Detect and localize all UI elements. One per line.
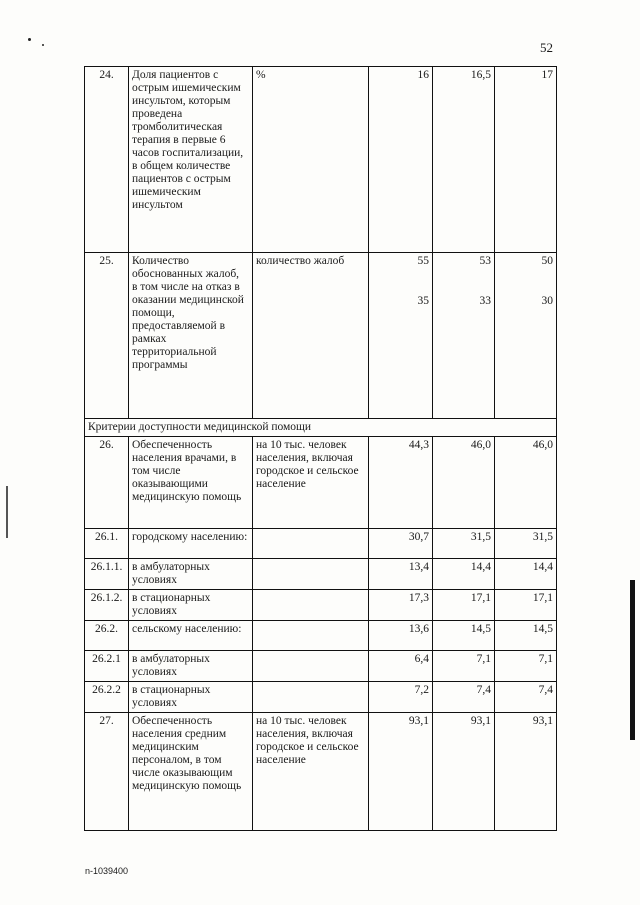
table-row — [85, 67, 557, 253]
value-2: 46,0 — [433, 437, 495, 529]
table-row — [85, 437, 557, 529]
indicator-name: Доля пациентов с острым ишемическим инсультом, которым проведена тромболитическая терапия в первые 6 часов госпитализации, в общем количестве пациентов с острым ишемическим инсультом — [129, 67, 253, 253]
value-2: 93,1 — [433, 713, 495, 831]
value-3: 46,0 — [495, 437, 557, 529]
value-3-total: 50 — [541, 255, 553, 267]
value-2: 17,1 — [433, 590, 495, 621]
value-1: 30,7 — [369, 529, 433, 559]
unit-cell — [253, 529, 369, 559]
value-2-refusal: 33 — [479, 295, 491, 307]
indicator-name: сельскому населению: — [129, 621, 253, 651]
value-3: 7,4 — [495, 682, 557, 713]
value-1: 16 — [369, 67, 433, 253]
value-2: 16,5 — [433, 67, 495, 253]
indicator-name: в амбулаторных условиях — [129, 559, 253, 590]
table-row — [85, 682, 557, 713]
value-2: 7,1 — [433, 651, 495, 682]
unit-cell — [253, 559, 369, 590]
value-3: 31,5 — [495, 529, 557, 559]
value-2: 14,4 — [433, 559, 495, 590]
indicator-name: в стационарных условиях — [129, 590, 253, 621]
row-number: 26.1.1. — [85, 559, 129, 590]
indicator-name: Обеспеченность населения средним медицинским персоналом, в том числе оказывающим медицинскую помощь — [129, 713, 253, 831]
value-1: 7,2 — [369, 682, 433, 713]
indicator-name-part-2: в том числе на отказ в оказании медицинской помощи, предоставляемой в рамках территориальной программы — [132, 281, 244, 371]
unit-cell — [253, 651, 369, 682]
value-3: 93,1 — [495, 713, 557, 831]
value-1 — [369, 253, 433, 419]
value-2-total: 53 — [479, 255, 491, 267]
indicator-name: городскому населению: — [129, 529, 253, 559]
unit-cell: количество жалоб — [253, 253, 369, 419]
unit-cell: на 10 тыс. человек населения, включая городское и сельское население — [253, 713, 369, 831]
indicator-name-part-1: Количество обоснованных жалоб, — [132, 255, 240, 280]
row-number: 26.2.2 — [85, 682, 129, 713]
table-row — [85, 253, 557, 419]
indicator-name: Обеспеченность населения врачами, в том числе оказывающими медицинскую помощь — [129, 437, 253, 529]
table-row — [85, 651, 557, 682]
indicator-name: в амбулаторных условиях — [129, 651, 253, 682]
value-3: 7,1 — [495, 651, 557, 682]
unit-cell: % — [253, 67, 369, 253]
scan-speck — [42, 44, 44, 46]
scan-artifact-right — [630, 580, 635, 740]
scan-artifact-left — [6, 486, 8, 538]
value-3 — [495, 253, 557, 419]
value-1: 93,1 — [369, 713, 433, 831]
unit-cell — [253, 621, 369, 651]
table-row — [85, 529, 557, 559]
value-1: 6,4 — [369, 651, 433, 682]
value-2: 31,5 — [433, 529, 495, 559]
table-row — [85, 621, 557, 651]
section-title: Критерии доступности медицинской помощи — [85, 419, 557, 437]
table-row — [85, 559, 557, 590]
unit-cell — [253, 590, 369, 621]
value-1-total: 55 — [417, 255, 429, 267]
row-number: 25. — [85, 253, 129, 419]
footer-code: n-1039400 — [85, 866, 129, 876]
value-1: 44,3 — [369, 437, 433, 529]
row-number: 27. — [85, 713, 129, 831]
row-number: 24. — [85, 67, 129, 253]
row-number: 26.2.1 — [85, 651, 129, 682]
value-2 — [433, 253, 495, 419]
value-3-refusal: 30 — [541, 295, 553, 307]
value-2: 14,5 — [433, 621, 495, 651]
unit-cell — [253, 682, 369, 713]
indicator-name: в стационарных условиях — [129, 682, 253, 713]
value-1: 13,6 — [369, 621, 433, 651]
criteria-table — [84, 66, 557, 831]
section-header-row — [85, 419, 557, 437]
unit-cell: на 10 тыс. человек населения, включая городское и сельское население — [253, 437, 369, 529]
value-2: 7,4 — [433, 682, 495, 713]
row-number: 26. — [85, 437, 129, 529]
value-3: 17 — [495, 67, 557, 253]
row-number: 26.1. — [85, 529, 129, 559]
row-number: 26.2. — [85, 621, 129, 651]
value-1: 17,3 — [369, 590, 433, 621]
value-3: 14,5 — [495, 621, 557, 651]
row-number: 26.1.2. — [85, 590, 129, 621]
table-row — [85, 713, 557, 831]
value-1: 13,4 — [369, 559, 433, 590]
value-1-refusal: 35 — [417, 295, 429, 307]
table-row — [85, 590, 557, 621]
value-3: 14,4 — [495, 559, 557, 590]
page-number: 52 — [540, 40, 553, 55]
value-3: 17,1 — [495, 590, 557, 621]
scan-speck — [28, 38, 31, 41]
indicator-name — [129, 253, 253, 419]
